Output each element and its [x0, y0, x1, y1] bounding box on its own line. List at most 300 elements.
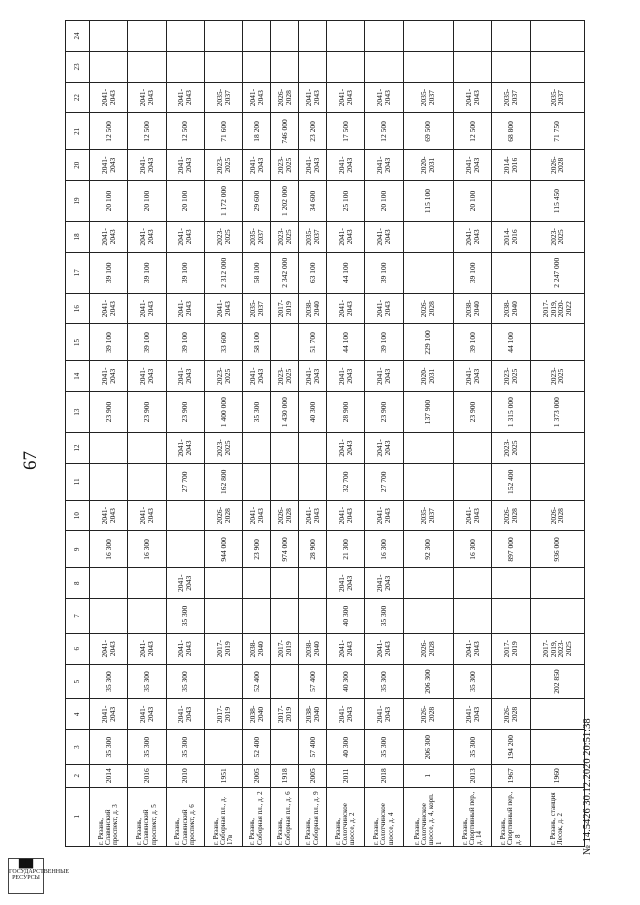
- table-cell: 2041-2043: [166, 82, 204, 113]
- table-cell: 2035-2037: [299, 222, 327, 253]
- table-cell: 44 100: [326, 252, 364, 293]
- table-cell: 229 100: [403, 324, 454, 361]
- table-row: [530, 21, 584, 847]
- table-cell: 20 100: [365, 181, 403, 222]
- table-cell: 2035-2037: [530, 82, 584, 113]
- table-cell: 944 000: [204, 531, 242, 568]
- table-cell: [271, 664, 299, 699]
- table-row: [90, 21, 128, 847]
- table-cell: 2041-2043: [326, 293, 364, 324]
- table-cell: 2041-2043: [326, 361, 364, 392]
- table-cell: [530, 568, 584, 599]
- table-cell: 12 500: [365, 113, 403, 150]
- table-cell: 2023-2025: [204, 150, 242, 181]
- table-cell: 2041-2043: [365, 222, 403, 253]
- table-cell: 2017-2019: [271, 699, 299, 730]
- table-cell: 2038-2040: [243, 633, 271, 664]
- table-cell: 746 000: [271, 113, 299, 150]
- table-cell: [204, 730, 242, 765]
- table-cell: [90, 21, 128, 52]
- table-cell: 2041-2043: [365, 82, 403, 113]
- table-cell: 18 200: [243, 113, 271, 150]
- table-cell: 2016: [128, 765, 166, 788]
- table-cell: 16 300: [365, 531, 403, 568]
- table-cell: [403, 51, 454, 82]
- table-cell: [243, 51, 271, 82]
- table-cell: [530, 324, 584, 361]
- data-table: [65, 20, 585, 847]
- table-cell: [271, 463, 299, 500]
- table-cell: [454, 463, 492, 500]
- table-cell: 115 450: [530, 181, 584, 222]
- table-cell: [204, 568, 242, 599]
- table-cell: 2041-2043: [166, 150, 204, 181]
- table-cell: 2017-2019, 2023-2025: [530, 633, 584, 664]
- table-cell: 2041-2043: [365, 568, 403, 599]
- table-cell: 2005: [243, 765, 271, 788]
- table-cell: 162 800: [204, 463, 242, 500]
- table-cell: 2041-2043: [128, 500, 166, 531]
- table-cell: 20 100: [90, 181, 128, 222]
- table-cell: 2041-2043: [365, 500, 403, 531]
- table-cell: 1 202 000: [271, 181, 299, 222]
- table-cell: 2 342 000: [271, 252, 299, 293]
- table-cell: 2038-2040: [299, 633, 327, 664]
- table-cell: 23 900: [243, 531, 271, 568]
- table-cell: 2041-2043: [128, 82, 166, 113]
- column-number: 20: [66, 150, 90, 181]
- table-cell: 2041-2043: [454, 633, 492, 664]
- table-cell: [243, 463, 271, 500]
- table-cell: 2041-2043: [128, 293, 166, 324]
- table-row: [204, 21, 242, 847]
- table-cell: 1951: [204, 765, 242, 788]
- column-number: 18: [66, 222, 90, 253]
- table-cell: 2020-2031: [403, 361, 454, 392]
- table-cell: [90, 568, 128, 599]
- address-cell: г. Рязань, Соборная пл., д. 6: [271, 787, 299, 846]
- table-cell: [299, 463, 327, 500]
- table-row: [299, 21, 327, 847]
- table-cell: 2035-2037: [204, 82, 242, 113]
- table-cell: 2041-2043: [365, 293, 403, 324]
- table-cell: 92 300: [403, 531, 454, 568]
- table-cell: 2041-2043: [166, 633, 204, 664]
- table-row: [492, 21, 530, 847]
- table-cell: 69 500: [403, 113, 454, 150]
- table-cell: 2017-2019: [204, 699, 242, 730]
- header-row: [66, 21, 90, 847]
- table-cell: 39 100: [90, 324, 128, 361]
- table-cell: 2041-2043: [128, 150, 166, 181]
- table-cell: 2035-2037: [492, 82, 530, 113]
- table-cell: [271, 568, 299, 599]
- table-row: [326, 21, 364, 847]
- table-cell: 12 500: [128, 113, 166, 150]
- table-cell: 35 300: [90, 730, 128, 765]
- table-cell: 2005: [299, 765, 327, 788]
- table-cell: 2041-2043: [128, 699, 166, 730]
- column-number: 3: [66, 730, 90, 765]
- column-number: 12: [66, 433, 90, 464]
- address-cell: г. Рязань, Солотчинское шоссе, д. 4: [365, 787, 403, 846]
- table-cell: [530, 699, 584, 730]
- table-cell: [299, 51, 327, 82]
- page-number: 67: [20, 451, 41, 470]
- table-cell: 68 800: [492, 113, 530, 150]
- column-number: 23: [66, 51, 90, 82]
- table-cell: 16 300: [90, 531, 128, 568]
- table-cell: 1918: [271, 765, 299, 788]
- table-cell: 2041-2043: [166, 222, 204, 253]
- table-cell: [128, 599, 166, 634]
- table-cell: [454, 51, 492, 82]
- table-cell: 2038-2040: [243, 699, 271, 730]
- table-cell: 897 000: [492, 531, 530, 568]
- table-cell: 2041-2043: [166, 361, 204, 392]
- table-cell: [492, 568, 530, 599]
- table-cell: [271, 324, 299, 361]
- table-cell: 2041-2043: [243, 82, 271, 113]
- table-cell: [403, 463, 454, 500]
- table-cell: 39 100: [365, 324, 403, 361]
- table-cell: 1 373 000: [530, 392, 584, 433]
- table-cell: 2023-2025: [271, 222, 299, 253]
- table-cell: 115 100: [403, 181, 454, 222]
- table-cell: 2023-2025: [204, 361, 242, 392]
- table-cell: [128, 51, 166, 82]
- table-cell: [128, 21, 166, 52]
- table-cell: 2041-2043: [365, 433, 403, 464]
- table-cell: 2026-2028: [492, 500, 530, 531]
- table-cell: 12 500: [90, 113, 128, 150]
- table-cell: [204, 599, 242, 634]
- table-cell: 23 900: [454, 392, 492, 433]
- table-cell: 1 400 000: [204, 392, 242, 433]
- table-cell: 52 400: [243, 664, 271, 699]
- table-cell: 2041-2043: [365, 633, 403, 664]
- table-cell: 2041-2043: [365, 699, 403, 730]
- table-cell: 2014-2016: [492, 222, 530, 253]
- table-cell: [454, 568, 492, 599]
- table-cell: 35 300: [365, 730, 403, 765]
- table-row: [243, 21, 271, 847]
- table-cell: 23 900: [166, 392, 204, 433]
- table-cell: [90, 433, 128, 464]
- column-number: 17: [66, 252, 90, 293]
- table-cell: 39 100: [166, 324, 204, 361]
- table-cell: [271, 599, 299, 634]
- table-cell: 2041-2043: [365, 361, 403, 392]
- table-cell: 57 400: [299, 730, 327, 765]
- table-cell: [204, 21, 242, 52]
- table-cell: [271, 51, 299, 82]
- address-cell: г. Рязань, Спортивный пер., д. 8: [492, 787, 530, 846]
- table-cell: [530, 463, 584, 500]
- table-cell: 20 100: [454, 181, 492, 222]
- table-cell: [243, 599, 271, 634]
- table-cell: 2041-2043: [299, 150, 327, 181]
- table-cell: 2041-2043: [90, 222, 128, 253]
- address-cell: г. Рязань, Соборная пл., д. 17в: [204, 787, 242, 846]
- table-cell: 35 300: [365, 599, 403, 634]
- address-cell: г. Рязань, Славянский проспект, д. 6: [166, 787, 204, 846]
- table-cell: 2018: [365, 765, 403, 788]
- table-cell: 2038-2040: [299, 293, 327, 324]
- table-cell: 202 850: [530, 664, 584, 699]
- table-cell: 974 000: [271, 531, 299, 568]
- table-cell: 2023-2025: [271, 361, 299, 392]
- table-cell: [271, 21, 299, 52]
- table-cell: [492, 21, 530, 52]
- table-cell: [299, 21, 327, 52]
- table-cell: 23 900: [90, 392, 128, 433]
- table-cell: 2041-2043: [128, 222, 166, 253]
- table-cell: 2041-2043: [454, 699, 492, 730]
- table-cell: 2041-2043: [90, 633, 128, 664]
- table-cell: 17 500: [326, 113, 364, 150]
- table-cell: [90, 51, 128, 82]
- table-cell: [454, 599, 492, 634]
- table-cell: 2023-2025: [492, 361, 530, 392]
- table-cell: [492, 599, 530, 634]
- table-cell: [530, 730, 584, 765]
- table-cell: 23 900: [128, 392, 166, 433]
- table-row: [403, 21, 454, 847]
- table-cell: 2026-2028: [403, 633, 454, 664]
- table-cell: 2041-2043: [326, 222, 364, 253]
- table-cell: [365, 21, 403, 52]
- table-cell: 2041-2043: [90, 699, 128, 730]
- table-cell: 34 600: [299, 181, 327, 222]
- table-cell: 1967: [492, 765, 530, 788]
- table-cell: 39 100: [90, 252, 128, 293]
- table-cell: [530, 433, 584, 464]
- column-number: 21: [66, 113, 90, 150]
- table-cell: 2 312 000: [204, 252, 242, 293]
- table-cell: 2038-2040: [299, 699, 327, 730]
- table-cell: 2041-2043: [90, 150, 128, 181]
- table-cell: 2041-2043: [326, 433, 364, 464]
- table-cell: 71 750: [530, 113, 584, 150]
- table-cell: 2041-2043: [243, 150, 271, 181]
- table-cell: [204, 664, 242, 699]
- table-cell: 2041-2043: [326, 150, 364, 181]
- table-cell: 2041-2043: [299, 361, 327, 392]
- table-cell: [403, 21, 454, 52]
- table-cell: [530, 51, 584, 82]
- table-row: [365, 21, 403, 847]
- table-cell: 35 300: [454, 730, 492, 765]
- table-cell: 58 100: [243, 252, 271, 293]
- table-cell: 2038-2040: [454, 293, 492, 324]
- table-cell: 63 100: [299, 252, 327, 293]
- table-cell: 2041-2043: [204, 293, 242, 324]
- table-cell: 27 700: [166, 463, 204, 500]
- table-cell: 23 200: [299, 113, 327, 150]
- table-cell: [403, 568, 454, 599]
- table-cell: [454, 433, 492, 464]
- table-cell: 32 700: [326, 463, 364, 500]
- table-cell: 35 300: [166, 664, 204, 699]
- table-cell: [166, 51, 204, 82]
- table-cell: 12 500: [166, 113, 204, 150]
- address-cell: г. Рязань, Спортивный пер., д. 14: [454, 787, 492, 846]
- table-cell: 2017-2019: [492, 633, 530, 664]
- table-cell: 2041-2043: [454, 82, 492, 113]
- address-cell: г. Рязань, Соборная пл., д. 2: [243, 787, 271, 846]
- address-cell: г. Рязань, Славянский проспект, д. 5: [128, 787, 166, 846]
- table-cell: 2041-2043: [90, 293, 128, 324]
- table-cell: 2041-2043: [326, 568, 364, 599]
- table-cell: 2041-2043: [90, 500, 128, 531]
- table-cell: 40 300: [326, 599, 364, 634]
- table-cell: 35 300: [128, 664, 166, 699]
- table-cell: 2041-2043: [326, 82, 364, 113]
- logo-text: ГОСУДАРСТВЕННЫЕ РЕСУРСЫ: [9, 868, 70, 882]
- column-number: 24: [66, 21, 90, 52]
- table-cell: 35 300: [128, 730, 166, 765]
- table-cell: 2011: [326, 765, 364, 788]
- table-cell: 2020-2031: [403, 150, 454, 181]
- column-number: 5: [66, 664, 90, 699]
- column-number: 16: [66, 293, 90, 324]
- table-cell: 2017-2019: [271, 293, 299, 324]
- address-cell: г. Рязань, Славянский проспект, д. 3: [90, 787, 128, 846]
- table-cell: 2041-2043: [90, 82, 128, 113]
- table-cell: [90, 599, 128, 634]
- table-cell: 2026-2028: [271, 82, 299, 113]
- table-cell: 35 300: [90, 664, 128, 699]
- table-cell: 33 600: [204, 324, 242, 361]
- table-cell: 28 900: [299, 531, 327, 568]
- table-cell: 51 700: [299, 324, 327, 361]
- column-number: 14: [66, 361, 90, 392]
- table-cell: 137 900: [403, 392, 454, 433]
- table-cell: 2023-2025: [204, 222, 242, 253]
- table-cell: [243, 568, 271, 599]
- table-cell: 2041-2043: [166, 433, 204, 464]
- table-cell: 2023-2025: [530, 361, 584, 392]
- table-cell: 12 500: [454, 113, 492, 150]
- table-cell: [403, 433, 454, 464]
- table-cell: [299, 599, 327, 634]
- table-cell: 2041-2043: [243, 500, 271, 531]
- table-cell: 2010: [166, 765, 204, 788]
- table-cell: 206 300: [403, 730, 454, 765]
- table-cell: 2026-2028: [403, 699, 454, 730]
- address-cell: г. Рязань, Соборная пл., д. 9: [299, 787, 327, 846]
- table-cell: 2041-2043: [299, 82, 327, 113]
- table-cell: 2023-2025: [271, 150, 299, 181]
- table-cell: [326, 21, 364, 52]
- table-cell: 2041-2043: [166, 568, 204, 599]
- table-cell: 2017-2019, 2020-2022: [530, 293, 584, 324]
- table-cell: 2013: [454, 765, 492, 788]
- table-cell: [492, 181, 530, 222]
- table-cell: [204, 51, 242, 82]
- table-cell: 2026-2028: [530, 500, 584, 531]
- logo: ▇▇ ГОСУДАРСТВЕННЫЕ РЕСУРСЫ: [8, 858, 44, 894]
- table-cell: 16 300: [454, 531, 492, 568]
- table-cell: [530, 21, 584, 52]
- table-cell: 2026-2028: [492, 699, 530, 730]
- table-cell: 2026-2028: [271, 500, 299, 531]
- table-cell: 1 315 000: [492, 392, 530, 433]
- table-cell: [492, 664, 530, 699]
- table-cell: 16 300: [128, 531, 166, 568]
- table-cell: 23 900: [365, 392, 403, 433]
- table-cell: 39 100: [166, 252, 204, 293]
- table-cell: 2041-2043: [128, 633, 166, 664]
- table-cell: 39 100: [128, 252, 166, 293]
- table-cell: 28 900: [326, 392, 364, 433]
- table-cell: [271, 433, 299, 464]
- table-cell: 27 700: [365, 463, 403, 500]
- table-cell: 35 300: [454, 664, 492, 699]
- table-cell: 2035-2037: [403, 500, 454, 531]
- table-cell: 39 100: [365, 252, 403, 293]
- table-row: [128, 21, 166, 847]
- table-cell: 2026-2028: [530, 150, 584, 181]
- table-cell: 57 400: [299, 664, 327, 699]
- table-cell: 2017-2019: [271, 633, 299, 664]
- column-number: 15: [66, 324, 90, 361]
- table-cell: 39 100: [454, 252, 492, 293]
- table-cell: 52 400: [243, 730, 271, 765]
- column-number: 19: [66, 181, 90, 222]
- table-cell: [403, 252, 454, 293]
- table-cell: 40 300: [326, 664, 364, 699]
- table-cell: 2041-2043: [454, 361, 492, 392]
- table-cell: 44 100: [326, 324, 364, 361]
- table-cell: 1: [403, 765, 454, 788]
- column-number: 6: [66, 633, 90, 664]
- table-cell: 2014-2016: [492, 150, 530, 181]
- table-cell: 29 600: [243, 181, 271, 222]
- table-cell: 152 400: [492, 463, 530, 500]
- table-cell: 2041-2043: [326, 500, 364, 531]
- table-cell: 40 300: [326, 730, 364, 765]
- table-cell: [128, 568, 166, 599]
- column-number: 10: [66, 500, 90, 531]
- table-cell: 2041-2043: [166, 699, 204, 730]
- table-cell: [299, 568, 327, 599]
- table-cell: [166, 531, 204, 568]
- column-number: 8: [66, 568, 90, 599]
- column-number: 1: [66, 787, 90, 846]
- column-number: 22: [66, 82, 90, 113]
- table-cell: 2026-2028: [204, 500, 242, 531]
- table-cell: [128, 433, 166, 464]
- table-cell: [243, 433, 271, 464]
- address-cell: г. Рязань, Солотчинское шоссе, д. 4, корп. 1: [403, 787, 454, 846]
- table-cell: [403, 599, 454, 634]
- table-cell: 20 100: [166, 181, 204, 222]
- table-cell: 2 247 000: [530, 252, 584, 293]
- table-cell: 44 100: [492, 324, 530, 361]
- table-cell: 2035-2037: [243, 222, 271, 253]
- column-number: 2: [66, 765, 90, 788]
- table-cell: 2014: [90, 765, 128, 788]
- table-cell: 2035-2037: [243, 293, 271, 324]
- table-cell: 35 300: [166, 730, 204, 765]
- table-cell: 2041-2043: [166, 293, 204, 324]
- table-cell: 2041-2043: [454, 222, 492, 253]
- table-cell: 71 600: [204, 113, 242, 150]
- table-cell: [271, 730, 299, 765]
- table-cell: 1 430 000: [271, 392, 299, 433]
